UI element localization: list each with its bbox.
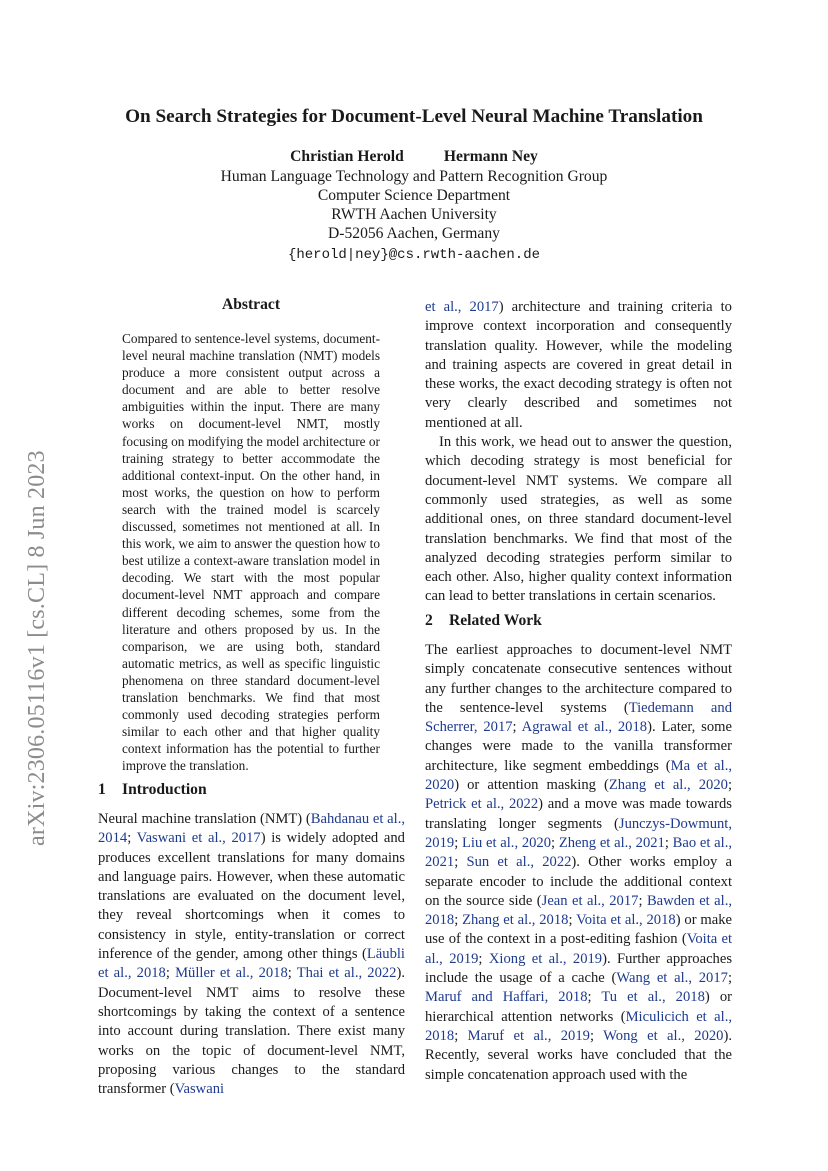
text-run: ;: [589, 1027, 604, 1044]
text-run: ;: [551, 834, 559, 851]
text-run: ) architecture and training criteria to improve context incorporation and consequently translation quality. However, while the modeling and training aspects are covered in great detail in these works, the exact decoding strategy is often not very clearly described and sometimes not mentioned at all.: [425, 299, 732, 431]
text-run: ;: [512, 719, 522, 736]
citation-link[interactable]: Junczys-Dowmunt, 2019: [425, 815, 732, 851]
citation-link[interactable]: Liu et al., 2020: [461, 834, 552, 851]
citation-link[interactable]: Tiedemann and Scherrer, 2017: [425, 699, 732, 736]
citation-link[interactable]: Sun et al., 2022: [466, 854, 572, 871]
text-run: ) is widely adopted and produces excellent translations for many domains and language pairs. However, when these automatic translations are evaluated on the document level, they reveal shortcomings when it comes to consistency in style, entity-translation or correct inference of the gender, among other things (: [98, 830, 405, 963]
citation-link[interactable]: Bahdanau et al., 2014: [98, 811, 406, 847]
citation-link[interactable]: Agrawal et al., 2018: [521, 719, 648, 736]
citation-link[interactable]: Bao et al., 2021: [425, 834, 733, 871]
affiliation-line: D-52056 Aachen, Germany: [328, 225, 500, 242]
citation-link[interactable]: Müller et al., 2018: [175, 965, 288, 982]
text-run: Neural machine translation (NMT) (: [98, 811, 311, 827]
text-run: ;: [568, 912, 577, 929]
citation-link[interactable]: Zhang et al., 2018: [462, 912, 569, 929]
text-run: ;: [454, 1027, 468, 1044]
section-title: Related Work: [449, 612, 542, 629]
section-heading-related-work: [425, 612, 542, 630]
affiliation-line: Human Language Technology and Pattern Recognition Group: [220, 168, 608, 185]
text-run: ). Document-level NMT aims to resolve these shortcomings by taking the context of a sentence into account during translation. There exist many works on the topic of document-level NMT, proposing various changes to the standard transformer (: [98, 965, 405, 1098]
affiliation-line: Computer Science Department: [317, 187, 511, 204]
text-run: ). Further approaches include the usage of a cache (: [425, 950, 733, 987]
text-run: ). Other works employ a separate encoder to include the additional context on the source side (: [425, 854, 732, 909]
text-run: ). Later, some changes were made to the vanilla transformer architecture, like segment embeddings (: [425, 719, 732, 774]
citation-link[interactable]: Vaswani et al., 2017: [136, 830, 261, 847]
text-run: The earliest approaches to document-level NMT simply concatenate consecutive sentences without any further changes to the architecture compared to the sentence-level systems (: [425, 642, 732, 716]
introduction-paragraph-continued: [425, 298, 732, 433]
introduction-body: [98, 810, 405, 1099]
citation-link[interactable]: Maruf et al., 2019: [467, 1027, 590, 1044]
citation-link[interactable]: Zhang et al., 2020: [608, 777, 728, 794]
introduction-paragraph: [98, 810, 405, 1099]
section-number: 2: [425, 612, 433, 629]
section-heading-introduction: [98, 781, 207, 799]
abstract-heading: Abstract: [221, 296, 281, 313]
citation-link[interactable]: Jean et al., 2017: [541, 892, 639, 909]
citation-link[interactable]: Wang et al., 2017: [616, 970, 728, 987]
author-email[interactable]: {herold|ney}@cs.rwth-aachen.de: [287, 247, 541, 263]
citation-link[interactable]: Ma et al., 2020: [425, 757, 732, 794]
citation-link[interactable]: et al., 2017: [425, 299, 499, 315]
text-run: ;: [587, 989, 602, 1006]
text-run: ;: [454, 854, 467, 871]
citation-link[interactable]: Läubli et al., 2018: [98, 946, 405, 982]
citation-link[interactable]: Bawden et al., 2018: [425, 892, 732, 929]
text-run: ;: [478, 950, 489, 967]
citation-link[interactable]: Petrick et al., 2022: [425, 796, 539, 813]
citation-link[interactable]: Zheng et al., 2021: [558, 834, 665, 851]
citation-link[interactable]: Wong et al., 2020: [603, 1027, 724, 1044]
related-work-body: [425, 641, 732, 1085]
text-run: ;: [664, 834, 673, 851]
text-run: ) and a move was made towards translating longer segments (: [425, 796, 732, 832]
citation-link[interactable]: Xiong et al., 2019: [488, 950, 603, 967]
text-run: ) or make use of the context in a post-editing fashion (: [425, 912, 733, 948]
text-run: ;: [127, 830, 137, 847]
text-run: ;: [287, 965, 297, 982]
text-run: ;: [165, 965, 176, 982]
citation-link[interactable]: Voita et al., 2018: [576, 912, 676, 929]
text-run: ;: [454, 912, 463, 929]
related-work-paragraph: [425, 641, 732, 1085]
text-run: ;: [727, 777, 732, 794]
paper-title: On Search Strategies for Document-Level Neural Machine Translation: [125, 106, 703, 127]
citation-link[interactable]: Voita et al., 2019: [425, 931, 732, 967]
citation-link[interactable]: Tu et al., 2018: [601, 989, 705, 1006]
text-run: ;: [454, 834, 462, 851]
section-number: 1: [98, 781, 106, 798]
author-name: Christian Herold: [290, 148, 404, 165]
text-run: ;: [638, 892, 647, 909]
citation-link[interactable]: Thai et al., 2022: [296, 965, 397, 982]
abstract-text: Compared to sentence-level systems, document-level neural machine translation (NMT) models produce a more consistent output across a document and are able to better resolve ambiguities within the input. There are many works on document-level NMT, mostly focusing on modifying the model architecture or training strategy to better accommodate the additional context-input. On the other hand, in most works, the question on how to perform search with the trained model is scarcely discussed, sometimes not mentioned at all. In this work, we aim to answer the question how to best utilize a context-aware translation model in decoding. We start with the most popular document-level NMT approach and compare different decoding schemes, some from the literature and others proposed by us. In the comparison, we are using both, standard automatic metrics, as well as specific linguistic phenomena on three standard document-level translation benchmarks. We find that most commonly used decoding strategies perform similar to each other and that higher quality context information has the potential to further improve the translation.: [122, 331, 380, 774]
section-title: Introduction: [122, 781, 207, 798]
right-column-body: [425, 298, 732, 607]
text-run: ) or attention masking (: [454, 777, 609, 794]
introduction-paragraph-2: In this work, we head out to answer the question, which decoding strategy is most beneficial for document-level NMT systems. We compare all commonly used strategies, as well as some additional ones, on three standard document-level translation benchmarks. We find that most of the analyzed decoding strategies perform similar to each other. Also, higher quality context information can lead to better translations in certain scenarios.: [425, 434, 732, 605]
text-run: ;: [727, 970, 732, 987]
text-run: ). Recently, several works have concluded that the simple concatenation approach used with the: [425, 1027, 732, 1083]
author-list: [0, 148, 828, 166]
author-name: Hermann Ney: [443, 148, 538, 165]
affiliation-line: RWTH Aachen University: [331, 206, 497, 223]
citation-link[interactable]: Maruf and Haffari, 2018: [425, 989, 588, 1006]
citation-link[interactable]: Vaswani: [174, 1081, 225, 1098]
arxiv-stamp: arXiv:2306.05116v1 [cs.CL] 8 Jun 2023: [24, 450, 50, 846]
citation-link[interactable]: Miculicich et al., 2018: [425, 1008, 732, 1044]
text-run: ) or hierarchical attention networks (: [425, 989, 732, 1025]
